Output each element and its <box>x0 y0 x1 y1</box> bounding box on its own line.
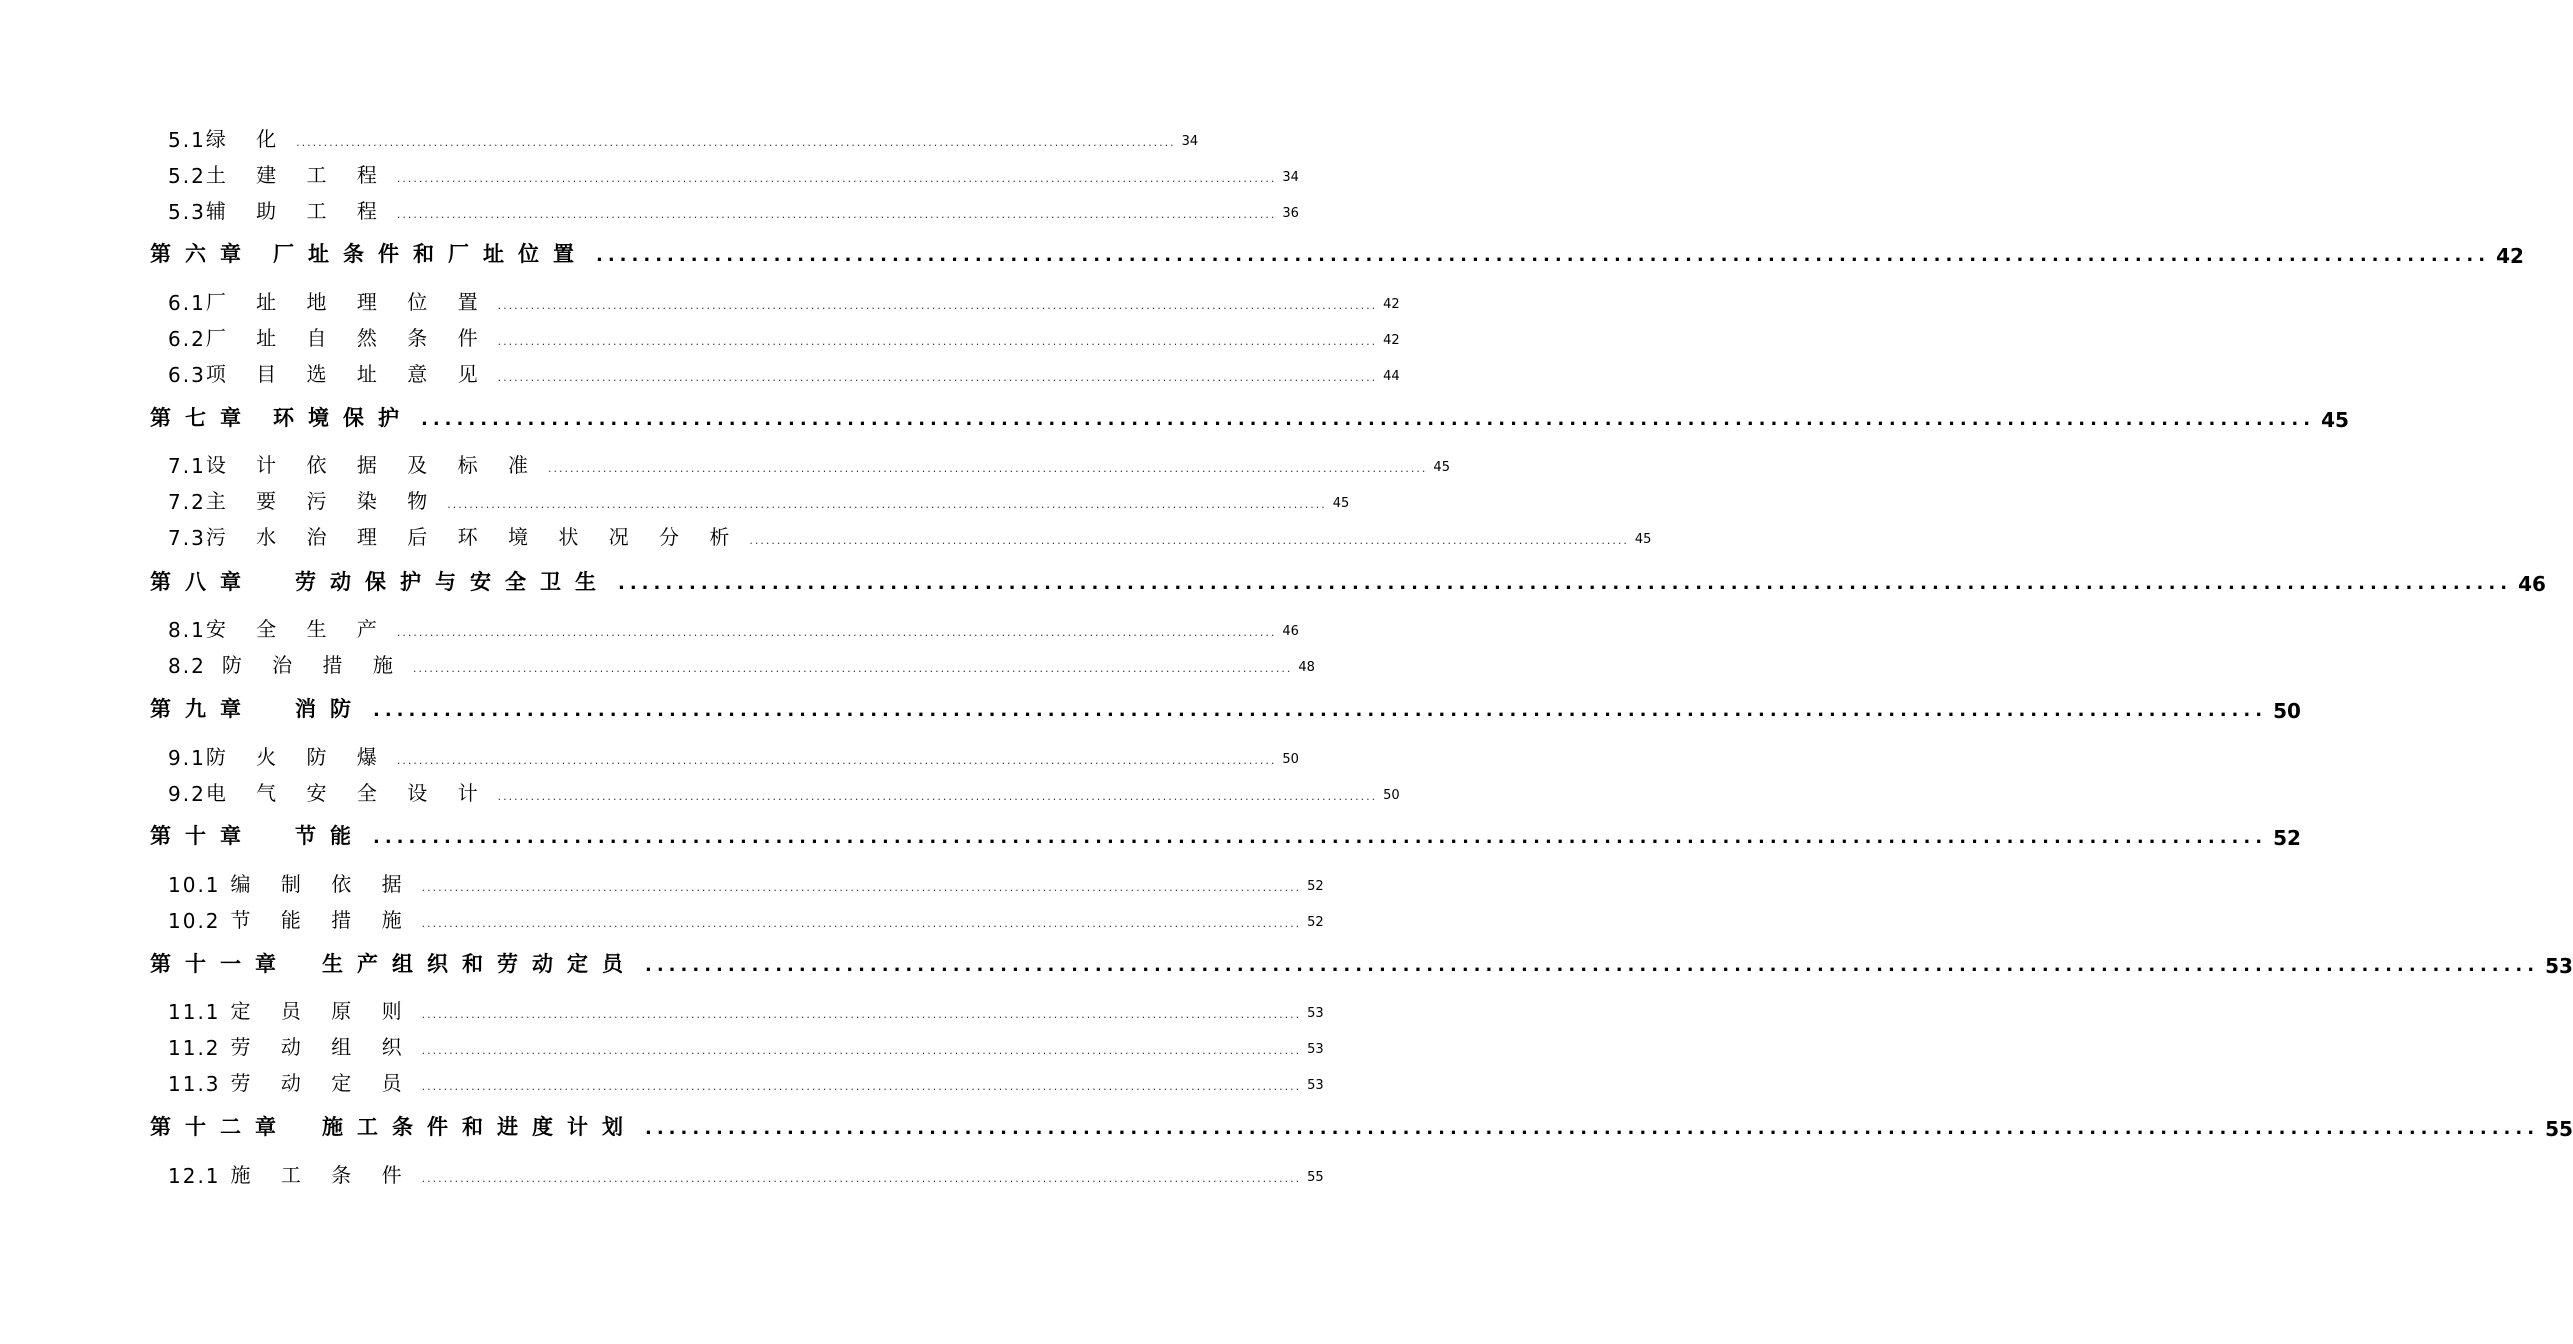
toc-title: 设 计 依 据 及 标 准 <box>205 453 540 477</box>
toc-dot-leader: ................................................................................................................................................................ <box>421 1044 1302 1057</box>
toc-number: 9.2 <box>168 782 206 806</box>
toc-page-number: 34 <box>1282 170 1299 185</box>
toc-chapter-entry[interactable] <box>150 820 2301 850</box>
toc-page-number: 36 <box>1282 206 1299 221</box>
toc-page-number: 53 <box>2545 954 2573 978</box>
toc-dot-leader: ................................................................................................................................................................ <box>645 955 2540 976</box>
chapter-label: 第七章 <box>150 406 255 430</box>
toc-dot-leader: ................................................................................................................................................................ <box>421 917 1302 930</box>
toc-page-number: 48 <box>1298 660 1315 675</box>
toc-title: 劳 动 组 织 <box>230 1035 414 1059</box>
toc-dot-leader: ................................................................................................................................................................ <box>421 1008 1302 1021</box>
chapter-title: 生产组织和劳动定员 <box>322 952 637 976</box>
toc-title: 防 火 防 爆 <box>205 745 389 769</box>
toc-page-number: 52 <box>2273 826 2301 850</box>
toc-dot-leader: ................................................................................................................................................................ <box>547 462 1428 475</box>
toc-dot-leader: ................................................................................................................................................................ <box>596 245 2491 266</box>
toc-page-number: 34 <box>1181 134 1199 149</box>
toc-chapter-entry[interactable] <box>150 566 2546 596</box>
toc-page-number: 53 <box>1307 1078 1324 1093</box>
chapter-title: 施工条件和进度计划 <box>322 1115 637 1139</box>
toc-dot-leader: ................................................................................................................................................................ <box>396 626 1277 639</box>
toc-number: 11.3 <box>168 1072 221 1096</box>
toc-title: 安 全 生 产 <box>205 617 389 641</box>
chapter-title: 环境保护 <box>273 406 413 430</box>
toc-title: 电 气 安 全 设 计 <box>205 781 490 805</box>
toc-number: 7.1 <box>168 454 206 478</box>
toc-chapter-entry[interactable] <box>150 238 2524 268</box>
toc-dot-leader: ................................................................................................................................................................ <box>421 881 1302 894</box>
toc-page-number: 55 <box>1307 1170 1324 1185</box>
chapter-label: 第十一章 <box>150 952 290 976</box>
toc-number: 7.2 <box>168 490 206 514</box>
chapter-title: 消防 <box>295 697 365 721</box>
toc-dot-leader: ................................................................................................................................................................ <box>645 1118 2540 1139</box>
toc-page-number: 46 <box>2518 572 2546 596</box>
toc-entry[interactable] <box>168 321 1400 351</box>
toc-dot-leader: ................................................................................................................................................................ <box>497 335 1378 348</box>
toc-entry[interactable] <box>168 357 1400 387</box>
toc-entry[interactable] <box>168 994 1324 1024</box>
toc-dot-leader: ................................................................................................................................................................ <box>396 172 1277 185</box>
toc-dot-leader: ................................................................................................................................................................ <box>749 534 1629 547</box>
toc-dot-leader: ................................................................................................................................................................ <box>447 498 1327 511</box>
toc-number: 6.2 <box>168 327 206 351</box>
toc-chapter-entry[interactable] <box>150 948 2573 978</box>
toc-dot-leader: ................................................................................................................................................................ <box>497 299 1378 312</box>
toc-number: 11.2 <box>168 1036 221 1060</box>
toc-number: 6.3 <box>168 363 206 387</box>
toc-number: 11.1 <box>168 1000 221 1024</box>
toc-number: 7.3 <box>168 526 206 550</box>
toc-page-number: 53 <box>1307 1006 1324 1021</box>
toc-title: 辅 助 工 程 <box>205 199 389 223</box>
toc-title: 定 员 原 则 <box>230 999 414 1023</box>
toc-entry[interactable] <box>168 520 1652 550</box>
toc-title: 污 水 治 理 后 环 境 状 况 分 析 <box>205 525 742 549</box>
toc-dot-leader: ................................................................................................................................................................ <box>373 827 2268 848</box>
toc-page-number: 45 <box>1634 532 1652 547</box>
toc-number: 5.3 <box>168 200 206 224</box>
toc-title: 项 目 选 址 意 见 <box>205 362 490 386</box>
toc-title: 防 治 措 施 <box>221 653 405 677</box>
toc-page-number: 42 <box>1383 333 1400 348</box>
toc-page-number: 50 <box>1383 788 1400 803</box>
toc-number: 6.1 <box>168 291 206 315</box>
toc-page-number: 42 <box>1383 297 1400 312</box>
toc-page-number: 45 <box>1332 496 1350 511</box>
toc-entry[interactable] <box>168 612 1299 642</box>
chapter-title: 劳动保护与安全卫生 <box>295 570 610 594</box>
toc-title: 节 能 措 施 <box>230 908 414 932</box>
chapter-title: 节能 <box>295 824 365 848</box>
toc-page-number: 55 <box>2545 1117 2573 1141</box>
toc-number: 9.1 <box>168 746 206 770</box>
toc-page-number: 52 <box>1307 879 1324 894</box>
toc-entry[interactable] <box>168 648 1315 678</box>
toc-page-number: 50 <box>1282 752 1299 767</box>
toc-chapter-entry[interactable] <box>150 693 2301 723</box>
toc-title: 施 工 条 件 <box>230 1163 414 1187</box>
toc-title: 主 要 污 染 物 <box>205 489 440 513</box>
toc-dot-leader: ................................................................................................................................................................ <box>396 754 1277 767</box>
toc-entry[interactable] <box>168 285 1400 315</box>
toc-entry[interactable] <box>168 448 1450 478</box>
toc-entry[interactable] <box>168 122 1199 152</box>
chapter-label: 第十章 <box>150 824 255 848</box>
toc-entry[interactable] <box>168 1158 1324 1188</box>
toc-number: 5.2 <box>168 164 206 188</box>
toc-entry[interactable] <box>168 158 1299 188</box>
toc-title: 编 制 依 据 <box>230 872 414 896</box>
toc-number: 12.1 <box>168 1164 221 1188</box>
toc-page-number: 45 <box>1433 460 1450 475</box>
toc-dot-leader: ................................................................................................................................................................ <box>421 409 2316 430</box>
chapter-title: 厂址条件和厂址位置 <box>273 242 588 266</box>
toc-number: 8.1 <box>168 618 206 642</box>
toc-dot-leader: ................................................................................................................................................................ <box>412 662 1293 675</box>
toc-number: 10.2 <box>168 909 221 933</box>
toc-page-number: 46 <box>1282 624 1299 639</box>
chapter-label: 第十二章 <box>150 1115 290 1139</box>
toc-number: 10.1 <box>168 873 221 897</box>
toc-chapter-entry[interactable] <box>150 1111 2573 1141</box>
toc-dot-leader: ................................................................................................................................................................ <box>373 700 2268 721</box>
toc-entry[interactable] <box>168 867 1324 897</box>
toc-number: 8.2 <box>168 654 206 678</box>
toc-title: 厂 址 自 然 条 件 <box>205 326 490 350</box>
chapter-label: 第八章 <box>150 570 255 594</box>
toc-title: 厂 址 地 理 位 置 <box>205 290 490 314</box>
toc-page-number: 53 <box>1307 1042 1324 1057</box>
toc-entry[interactable] <box>168 1030 1324 1060</box>
toc-entry[interactable] <box>168 903 1324 933</box>
toc-title: 土 建 工 程 <box>205 163 389 187</box>
toc-page-number: 52 <box>1307 915 1324 930</box>
toc-entry[interactable] <box>168 776 1400 806</box>
toc-dot-leader: ................................................................................................................................................................ <box>296 136 1176 149</box>
toc-dot-leader: ................................................................................................................................................................ <box>396 208 1277 221</box>
toc-number: 5.1 <box>168 128 206 152</box>
chapter-label: 第九章 <box>150 697 255 721</box>
toc-page-number: 50 <box>2273 699 2301 723</box>
toc-dot-leader: ................................................................................................................................................................ <box>618 573 2513 594</box>
toc-entry[interactable] <box>168 740 1299 770</box>
toc-page-number: 42 <box>2496 244 2524 268</box>
toc-entry[interactable] <box>168 484 1350 514</box>
chapter-label: 第六章 <box>150 242 255 266</box>
toc-dot-leader: ................................................................................................................................................................ <box>421 1080 1302 1093</box>
toc-entry[interactable] <box>168 1066 1324 1096</box>
toc-chapter-entry[interactable] <box>150 402 2349 432</box>
toc-dot-leader: ................................................................................................................................................................ <box>421 1172 1302 1185</box>
toc-entry[interactable] <box>168 194 1299 224</box>
toc-dot-leader: ................................................................................................................................................................ <box>497 790 1378 803</box>
toc-title: 劳 动 定 员 <box>230 1071 414 1095</box>
toc-page-number: 44 <box>1383 369 1400 384</box>
toc-page-number: 45 <box>2321 408 2349 432</box>
toc-title: 绿 化 <box>205 127 289 151</box>
toc-dot-leader: ................................................................................................................................................................ <box>497 371 1378 384</box>
